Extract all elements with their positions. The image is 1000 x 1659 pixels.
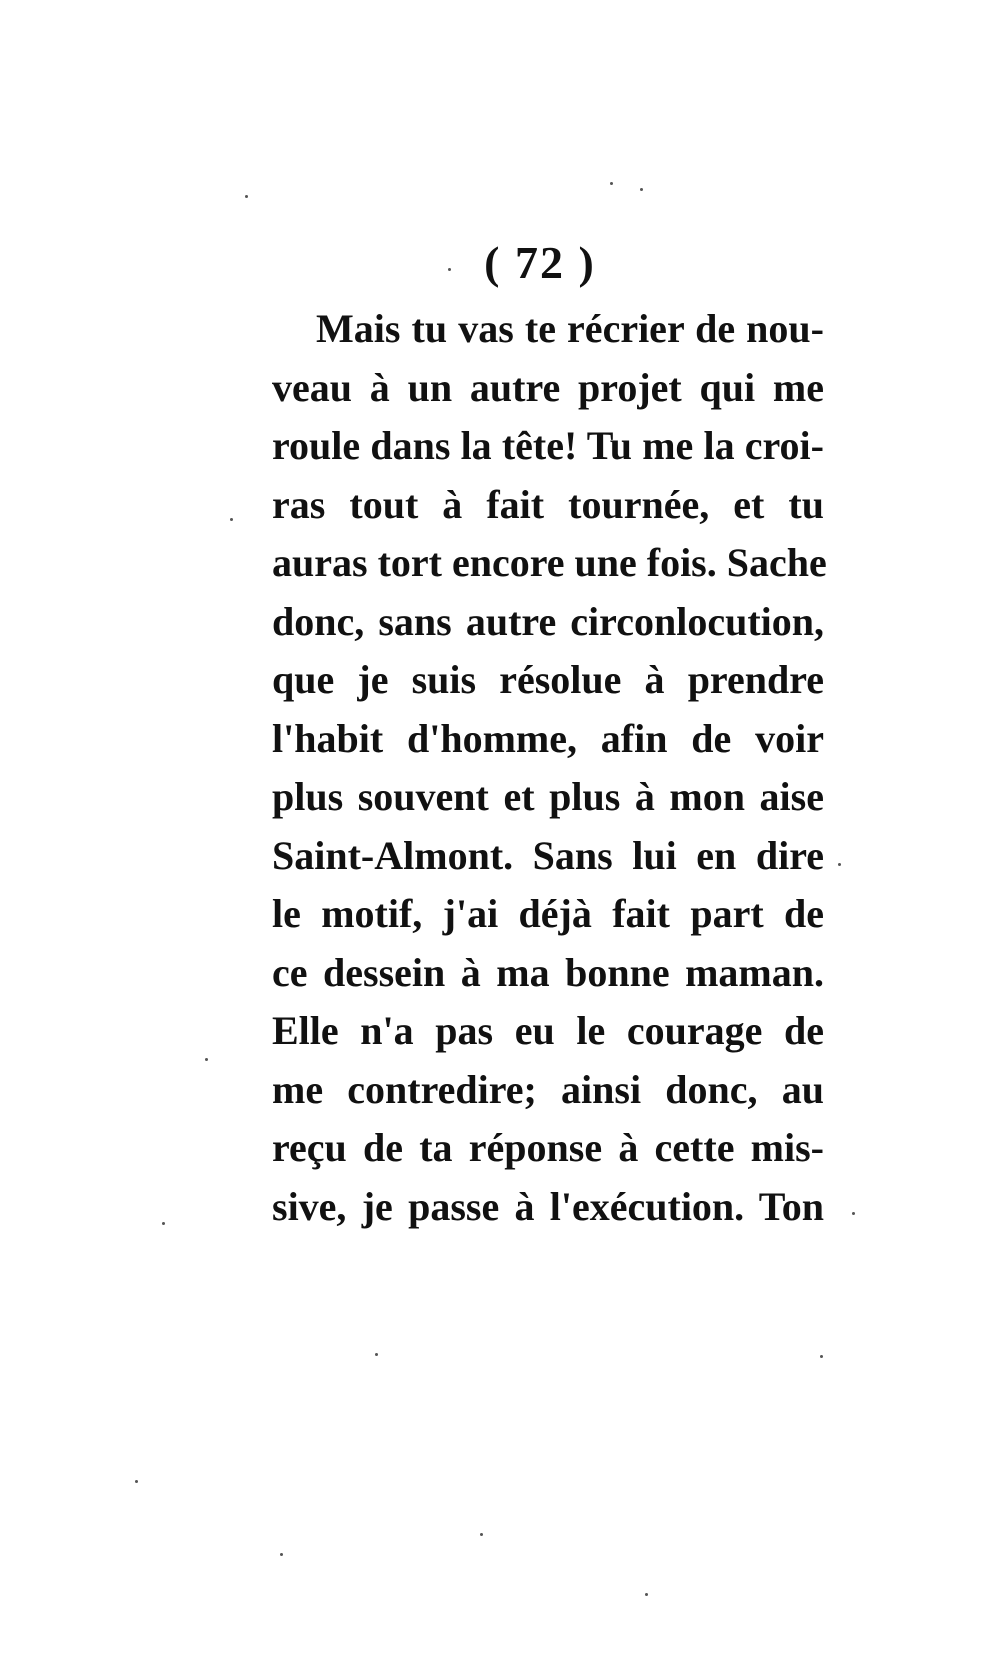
text-line: plus souvent et plus à mon aise [272, 774, 824, 819]
text-line: ras tout à fait tournée, et tu [272, 481, 824, 527]
text-line: l'habit d'homme, afin de voir [272, 715, 824, 761]
scan-speck [375, 1353, 378, 1356]
text-line: reçu de ta réponse à cette mis- [272, 1125, 824, 1170]
scan-speck [645, 1593, 648, 1596]
text-line: donc, sans autre circonlocution, [272, 598, 824, 644]
text-line: Elle n'a pas eu le courage de [272, 1008, 824, 1053]
text-line: ce dessein à ma bonne maman. [272, 949, 824, 995]
text-line: me contredire; ainsi donc, au [272, 1066, 824, 1112]
scan-speck [230, 518, 233, 521]
text-line: auras tort encore une fois. Sache [272, 540, 827, 585]
scan-speck [448, 268, 451, 271]
scan-speck [820, 1355, 823, 1358]
page-number: ( 72 ) [484, 237, 596, 288]
text-line: Saint-Almont. Sans lui en dire [272, 832, 824, 878]
scan-speck [640, 188, 643, 191]
text-line: le motif, j'ai déjà fait part de [272, 891, 824, 936]
text-line: sive, je passe à l'exécution. Ton [272, 1183, 824, 1229]
scan-speck [162, 1222, 165, 1225]
scan-speck [135, 1480, 138, 1483]
text-line: roule dans la tête! Tu me la croi- [272, 423, 824, 468]
scan-speck [480, 1533, 483, 1536]
body-text [272, 300, 827, 1236]
text-line: veau à un autre projet qui me [272, 364, 824, 410]
text-line: Mais tu vas te récrier de nou- [316, 306, 824, 351]
scan-speck [838, 863, 841, 866]
scan-speck [245, 195, 248, 198]
scan-speck [280, 1553, 283, 1556]
text-line: que je suis résolue à prendre [272, 657, 824, 702]
scan-speck [205, 1058, 208, 1061]
scan-speck [610, 182, 613, 185]
scan-speck [852, 1212, 855, 1215]
